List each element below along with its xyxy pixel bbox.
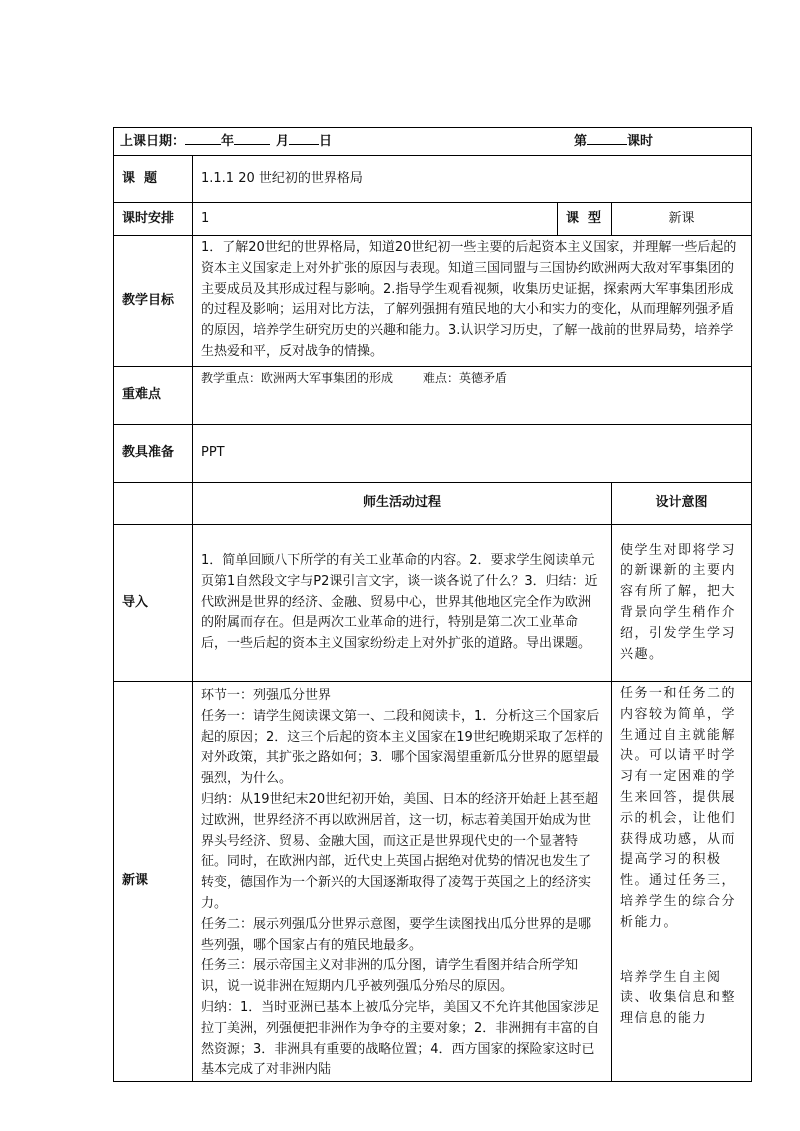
key-points-cell	[193, 367, 752, 425]
date-label: 上课日期：	[120, 134, 186, 150]
objectives-text: 1．了解20世纪的世界格局，知道20世纪初一些主要的后起资本主义国家，并理解一些后起的资本主义国家走上对外扩张的原因与表现。知道三国同盟与三国协约欧洲两大敌对军事集团的主要成员及其形成过程与影响。2.指导学生观看视频，收集历史证据，探索两大军事集团形成的过程及影响；运用对比方法，了解列强拥有殖民地的大小和实力的变化，从而理解列强矛盾的原因，培养学生研究历史的兴趣和能力。3.认识学习历史，了解一战前的世界局势，培养学生热爱和平，反对战争的情操。	[193, 236, 752, 367]
tools-value: PPT	[193, 425, 752, 483]
focus-text: 教学重点：欧洲两大军事集团的形成	[201, 371, 394, 385]
key-points-row	[114, 367, 752, 425]
key-points-label: 重难点	[114, 367, 193, 425]
new-lesson-intent-2: 培养学生自主阅读、收集信息和整理信息的能力	[620, 969, 737, 1027]
new-lesson-paragraph: 环节一：列强瓜分世界	[201, 688, 332, 703]
intro-intent: 使学生对即将学习的新课新的主要内容有所了解，把大背景向学生稍作介绍，引发学生学习兴趣。	[612, 525, 752, 682]
new-lesson-paragraph: 归纳：从19世纪末20世纪初开始，美国、日本的经济开始赶上甚至超过欧洲，世界经济不再以欧洲居首，这一切，标志着美国开始成为世界头号经济、贸易、金融大国，而这正是世界现代史的一个显著特征。同时，在欧洲内部，近代史上英国占据绝对优势的情况也发生了转变，德国作为一个新兴的大国逐渐取得了凌驾于英国之上的经济实力。	[201, 791, 599, 911]
day-blank[interactable]	[289, 130, 319, 145]
date-row	[114, 128, 752, 156]
lesson-type-value: 新课	[612, 203, 752, 236]
new-lesson-paragraph: 归纳：1．当时亚洲已基本上被瓜分完毕，美国又不允许其他国家涉足拉丁美洲，列强便把非洲作为争夺的主要对象；2．非洲拥有丰富的自然资源；3．非洲具有重要的战略位置；4．西方国家的探险家这时已基本完成了对非洲内陆	[201, 999, 600, 1078]
new-lesson-paragraph: 任务二：展示列强瓜分世界示意图，要学生读图找出瓜分世界的是哪些列强，哪个国家占有的殖民地最多。	[201, 916, 592, 953]
lesson-type-label: 课 型	[558, 203, 612, 236]
new-lesson-intent-1: 任务一和任务二的内容较为简单，学生通过自主就能解决。可以请平时学习有一定困难的学生来回答，提供展示的机会，让他们获得成功感，从而提高学习的积极性。通过任务三，培养学生的综合分析能力。	[620, 686, 737, 930]
difficulty-text: 难点：英德矛盾	[423, 371, 508, 385]
new-lesson-label: 新课	[114, 682, 193, 1082]
new-lesson-paragraph: 任务一：请学生阅读课文第一、二段和阅读卡，1．分析这三个国家后起的原因；2．这三个后起的资本主义国家在19世纪晚期采取了怎样的对外政策，其扩张之路如何；3．哪个国家渴望重新瓜分世界的愿望最强烈，为什么。	[201, 708, 603, 787]
period-field	[574, 130, 653, 153]
date-header	[114, 128, 752, 156]
lesson-plan-sheet	[113, 127, 751, 1082]
period-blank[interactable]	[587, 130, 627, 145]
schedule-value: 1	[193, 203, 558, 236]
objectives-row	[114, 236, 752, 367]
lesson-plan-table	[113, 127, 752, 1082]
process-header-empty	[114, 483, 193, 525]
process-header-row	[114, 483, 752, 525]
schedule-label: 课时安排	[114, 203, 193, 236]
period-suffix: 课时	[627, 134, 654, 150]
period-prefix: 第	[574, 134, 588, 150]
tools-label: 教具准备	[114, 425, 193, 483]
intent-header: 设计意图	[612, 483, 752, 525]
intro-label: 导入	[114, 525, 193, 682]
topic-value: 1.1.1 20 世纪初的世界格局	[193, 156, 752, 203]
year-blank[interactable]	[185, 130, 221, 145]
activity-header: 师生活动过程	[193, 483, 612, 525]
objectives-label: 教学目标	[114, 236, 193, 367]
schedule-row	[114, 203, 752, 236]
new-lesson-row	[114, 682, 752, 1082]
intro-text: 1．简单回顾八下所学的有关工业革命的内容。2．要求学生阅读单元页第1自然段文字与P2课引言文字，谈一谈各说了什么？3．归结：近代欧洲是世界的经济、金融、贸易中心，世界其他地区完全作为欧洲的附属而存在。但是两次工业革命的进行，特别是第二次工业革命后，一些后起的资本主义国家纷纷走上对外扩张的道路。导出课题。	[193, 525, 612, 682]
tools-row	[114, 425, 752, 483]
new-lesson-content	[193, 682, 612, 1082]
year-label: 年	[221, 134, 235, 150]
topic-row	[114, 156, 752, 203]
month-label: 月	[276, 134, 290, 150]
topic-label: 课 题	[114, 156, 193, 203]
new-lesson-paragraph: 任务三：展示帝国主义对非洲的瓜分图，请学生看图并结合所学知识，说一说非洲在短期内几乎被列强瓜分殆尽的原因。	[201, 958, 579, 995]
intro-row	[114, 525, 752, 682]
new-lesson-intent	[612, 682, 752, 1082]
day-label: 日	[319, 134, 333, 150]
month-blank[interactable]	[234, 130, 270, 145]
